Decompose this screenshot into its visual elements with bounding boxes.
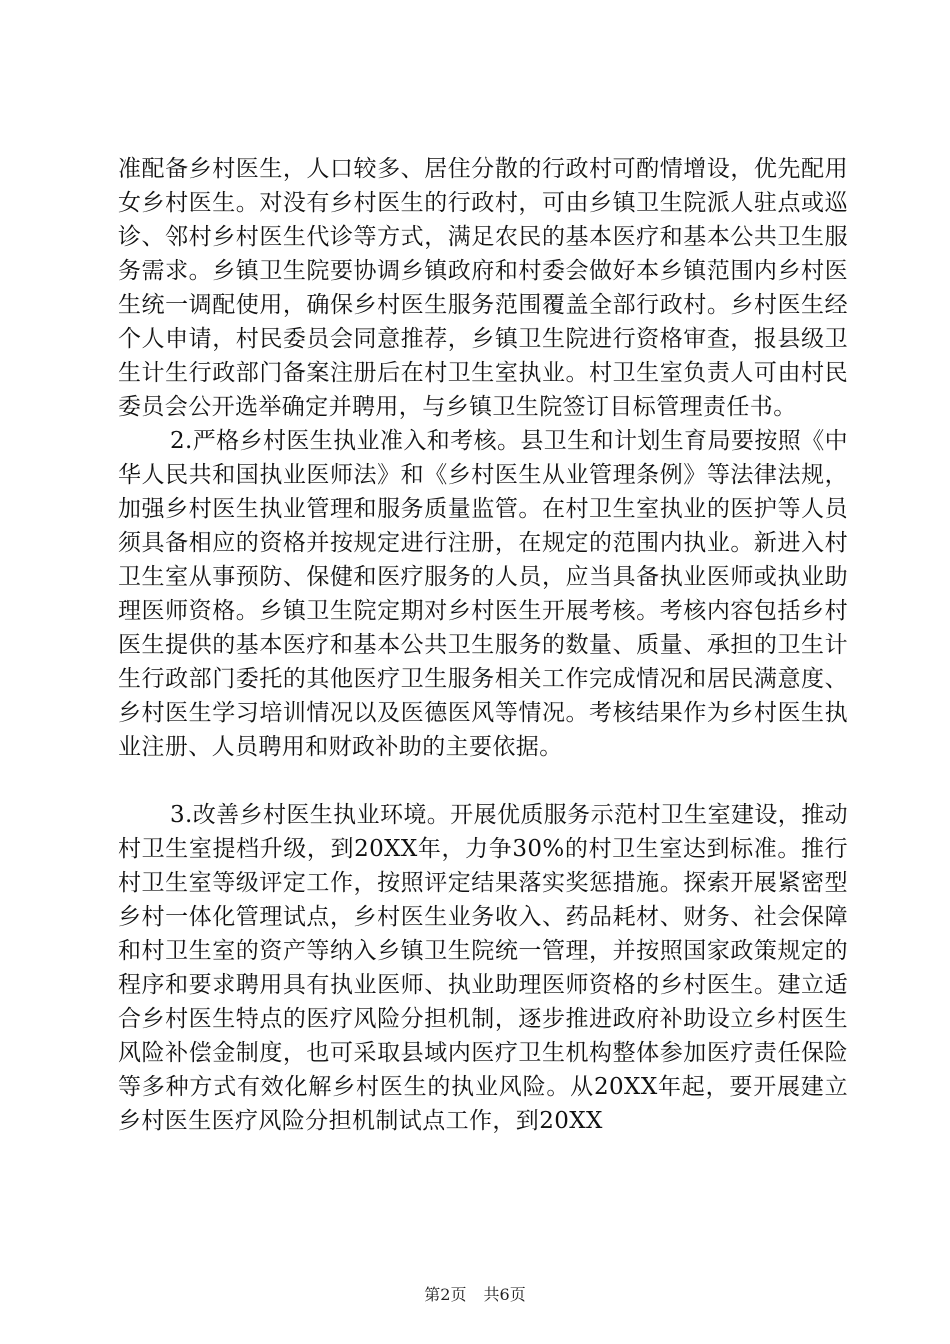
page-footer: [0, 1282, 950, 1305]
page-number-current: 第2页: [424, 1285, 467, 1304]
paragraph-item-3: 3.改善乡村医生执业环境。开展优质服务示范村卫生室建设，推动村卫生室提档升级，到20XX年，力争30%的村卫生室达到标准。推行村卫生室等级评定工作，按照评定结果落实奖惩措施。探索开展紧密型乡村一体化管理试点，乡村医生业务收入、药品耗材、财务、社会保障和村卫生室的资产等纳入乡镇卫生院统一管理，并按照国家政策规定的程序和要求聘用具有执业医师、执业助理医师资格的乡村医生。建立适合乡村医生特点的医疗风险分担机制，逐步推进政府补助设立乡村医生风险补偿金制度，也可采取县域内医疗卫生机构整体参加医疗责任保险等多种方式有效化解乡村医生的执业风险。从20XX年起，要开展建立乡村医生医疗风险分担机制试点工作，到20XX: [118, 802, 848, 1134]
page-number-total: 共6页: [483, 1285, 526, 1304]
paragraph-item-2: 2.严格乡村医生执业准入和考核。县卫生和计划生育局要按照《中华人民共和国执业医师法》和《乡村医生从业管理条例》等法律法规，加强乡村医生执业管理和服务质量监管。在村卫生室执业的医护等人员须具备相应的资格并按规定进行注册，在规定的范围内执业。新进入村卫生室从事预防、保健和医疗服务的人员，应当具备执业医师或执业助理医师资格。乡镇卫生院定期对乡村医生开展考核。考核内容包括乡村医生提供的基本医疗和基本公共卫生服务的数量、质量、承担的卫生计生行政部门委托的其他医疗卫生服务相关工作完成情况和居民满意度、乡村医生学习培训情况以及医德医风等情况。考核结果作为乡村医生执业注册、人员聘用和财政补助的主要依据。: [118, 428, 848, 760]
paragraph-spacer: [118, 764, 848, 798]
paragraph-continuation: 准配备乡村医生，人口较多、居住分散的行政村可酌情增设，优先配用女乡村医生。对没有乡村医生的行政村，可由乡镇卫生院派人驻点或巡诊、邻村乡村医生代诊等方式，满足农民的基本医疗和基本公共卫生服务需求。乡镇卫生院要协调乡镇政府和村委会做好本乡镇范围内乡村医生统一调配使用，确保乡村医生服务范围覆盖全部行政村。乡村医生经个人申请，村民委员会同意推荐，乡镇卫生院进行资格审查，报县级卫生计生行政部门备案注册后在村卫生室执业。村卫生室负责人可由村民委员会公开选举确定并聘用，与乡镇卫生院签订目标管理责任书。: [118, 156, 848, 420]
document-body: [118, 152, 848, 1138]
